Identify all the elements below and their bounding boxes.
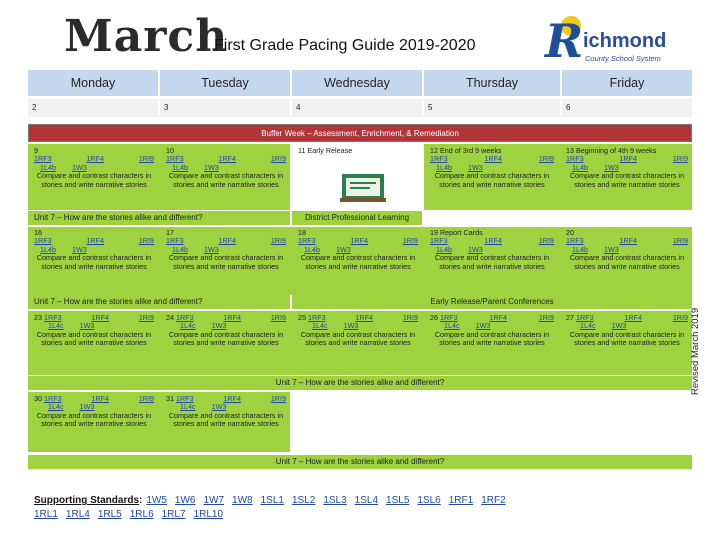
standard-link[interactable]: 1RF4 [218, 154, 236, 164]
standard-link[interactable]: 1RF4 [91, 313, 109, 322]
day-cell-17 [166, 229, 286, 271]
standard-link[interactable]: 1W3 [203, 162, 219, 172]
standard-link[interactable]: 1L4b [572, 162, 588, 172]
date-cell: 6 [562, 99, 692, 117]
standard-link[interactable]: 1RF4 [223, 313, 241, 322]
standard-link[interactable]: 1RI9 [270, 154, 286, 164]
district-logo [545, 12, 695, 72]
day-cell-19 [430, 229, 554, 271]
standard-link[interactable]: 1W7 [203, 495, 225, 506]
standard-link[interactable]: 1RF3 [44, 394, 62, 403]
standard-link[interactable]: 1L4b [172, 162, 188, 172]
cell-description: Compare and contrast characters in stories and write narrative stories [300, 253, 416, 271]
day-header-thursday: Thursday [424, 70, 560, 96]
cell-description: Compare and contrast characters in stories and write narrative stories [36, 410, 152, 429]
standard-link[interactable]: 1W3 [603, 162, 619, 172]
standard-link[interactable]: 1RI9 [138, 394, 154, 403]
unit-banner: Unit 7 – How are the stories alike and different? [28, 295, 290, 309]
standard-link[interactable]: 1RI9 [270, 394, 286, 403]
standard-link[interactable]: 1RF4 [91, 394, 109, 403]
date-label: 10 [166, 146, 174, 155]
standard-link[interactable]: 1L4b [40, 162, 56, 172]
early-release-book-icon [340, 168, 386, 204]
standard-link[interactable]: 1RF4 [619, 236, 637, 246]
standard-link[interactable]: 1RF4 [86, 154, 104, 164]
standard-link[interactable]: 1RL10 [193, 509, 223, 520]
standard-link[interactable]: 1RF3 [430, 154, 448, 164]
standard-link[interactable]: 1RF3 [44, 313, 62, 322]
standard-link[interactable]: 1RI9 [138, 154, 154, 164]
standard-link[interactable]: 1RF4 [223, 394, 241, 403]
cell-description: Compare and contrast characters in stories and write narrative stories [569, 253, 685, 271]
cell-description: Compare and contrast characters in stories and write narrative stories [36, 253, 152, 271]
standard-link[interactable]: 1RF4 [484, 236, 502, 246]
standard-link[interactable]: 1RF3 [166, 236, 184, 246]
standard-link[interactable]: 1RI9 [270, 313, 286, 322]
cell-description: Compare and contrast characters in stories and write narrative stories [569, 329, 685, 348]
standard-link[interactable]: 1RF4 [619, 154, 637, 164]
standard-link[interactable]: 1RF2 [481, 495, 506, 506]
standard-link[interactable]: 1RF3 [176, 394, 194, 403]
cell-description: Compare and contrast characters in stories and write narrative stories [434, 171, 550, 189]
standard-link[interactable]: 1W3 [71, 162, 87, 172]
supporting-colon: : [139, 495, 143, 506]
standard-link[interactable]: 1RL1 [34, 509, 58, 520]
logo-subtitle: County School System [585, 54, 661, 63]
standard-link[interactable]: 1RF4 [218, 236, 236, 246]
standard-link[interactable]: 1RF3 [440, 313, 458, 322]
district-learning-banner: District Professional Learning [292, 211, 422, 225]
standard-link[interactable]: 1SL2 [291, 495, 316, 506]
standard-link[interactable]: 1RF3 [34, 236, 52, 246]
standard-link[interactable]: 1RI9 [138, 236, 154, 246]
day-header-wednesday: Wednesday [292, 70, 422, 96]
standard-link[interactable]: 1RF4 [355, 313, 373, 322]
standard-link[interactable]: 1RF3 [566, 154, 584, 164]
standard-link[interactable]: 1L4c [180, 402, 196, 412]
cell-description: Compare and contrast characters in stories and write narrative stories [300, 329, 416, 348]
day-cell-13 [566, 147, 688, 189]
standard-link[interactable]: 1W3 [603, 244, 619, 254]
day-cell-26 [430, 314, 554, 348]
day-cell-11 [298, 147, 418, 155]
day-cell-24 [166, 314, 286, 348]
logo-initial: R [545, 14, 584, 68]
day-cell-18 [298, 229, 418, 271]
standard-link[interactable]: 1RI9 [538, 236, 554, 246]
cell-description: Compare and contrast characters in stories and write narrative stories [434, 253, 550, 271]
page-title: First Grade Pacing Guide 2019-2020 [214, 37, 476, 54]
standard-link[interactable]: 1W3 [335, 244, 351, 254]
standard-link[interactable]: 1L4c [444, 321, 460, 331]
standard-link[interactable]: 1L4b [40, 244, 56, 254]
day-cell-16 [34, 229, 154, 271]
standard-link[interactable]: 1L4c [48, 402, 64, 412]
standard-link[interactable]: 1L4b [572, 244, 588, 254]
date-cell: 2 [28, 99, 158, 117]
date-cell: 3 [160, 99, 290, 117]
cell-description: Compare and contrast characters in stories and write narrative stories [168, 329, 284, 348]
standard-link[interactable]: 1RL4 [65, 509, 90, 520]
standard-link[interactable]: 1RI9 [402, 236, 418, 246]
standard-link[interactable]: 1RI9 [538, 154, 554, 164]
cell-description: Compare and contrast characters in stories and write narrative stories [168, 410, 284, 429]
standard-link[interactable]: 1RF3 [298, 236, 316, 246]
standard-link[interactable]: 1RI9 [138, 313, 154, 322]
standard-link[interactable]: 1RF3 [576, 313, 594, 322]
standard-link[interactable]: 1L4c [180, 321, 196, 331]
standard-link[interactable]: 1RL7 [161, 509, 186, 520]
standard-link[interactable]: 1SL4 [354, 495, 379, 506]
standard-link[interactable]: 1RI9 [672, 313, 688, 322]
date-label: 18 [298, 228, 306, 237]
date-label: 11 Early Release [298, 146, 353, 155]
day-cell-31 [166, 395, 286, 429]
standard-link[interactable]: 1W3 [467, 244, 483, 254]
standard-link[interactable]: 1RF4 [624, 313, 642, 322]
supporting-standards [34, 494, 514, 522]
date-label: 9 [34, 146, 38, 155]
date-label: 20 [566, 228, 574, 237]
standard-link[interactable]: 1L4b [436, 162, 452, 172]
standard-link[interactable]: 1RI9 [402, 313, 418, 322]
standard-link[interactable]: 1W3 [203, 244, 219, 254]
standard-link[interactable]: 1SL3 [323, 495, 347, 506]
day-cell-23 [34, 314, 154, 348]
standard-link[interactable]: 1RF3 [34, 154, 52, 164]
standard-link[interactable]: 1W3 [343, 321, 359, 331]
standard-link[interactable]: 1W3 [71, 244, 87, 254]
date-label: 31 [166, 394, 174, 403]
standard-link[interactable]: 1W3 [611, 321, 627, 331]
standard-link[interactable]: 1W6 [174, 495, 196, 506]
standard-link[interactable]: 1RF3 [566, 236, 584, 246]
early-release-banner: Early Release/Parent Conferences [292, 295, 692, 309]
cell-description: Compare and contrast characters in stories and write narrative stories [168, 253, 284, 271]
standard-link[interactable]: 1L4b [436, 244, 452, 254]
standard-link[interactable]: 1RL6 [129, 509, 154, 520]
unit-banner: Unit 7 – How are the stories alike and different? [28, 211, 290, 225]
date-label: 23 [34, 313, 42, 322]
standard-link[interactable]: 1RI9 [672, 236, 688, 246]
cell-description: Compare and contrast characters in stories and write narrative stories [434, 329, 550, 348]
month-title: March [64, 11, 229, 62]
standard-link[interactable]: 1RL5 [97, 509, 122, 520]
date-label: 27 [566, 313, 574, 322]
standard-link[interactable]: 1RF3 [166, 154, 184, 164]
standard-link[interactable]: 1L4b [304, 244, 320, 254]
date-label: 13 Beginning of 4th 9 weeks [566, 146, 657, 155]
standard-link[interactable]: 1L4c [580, 321, 596, 331]
date-label: 17 [166, 228, 174, 237]
day-cell-25 [298, 314, 418, 348]
cell-description: Compare and contrast characters in stories and write narrative stories [168, 171, 284, 189]
standard-link[interactable]: 1W3 [79, 402, 95, 412]
buffer-week-banner: Buffer Week – Assessment, Enrichment, & Remediation [28, 124, 692, 142]
standard-link[interactable]: 1W8 [232, 495, 253, 506]
cell-description: Compare and contrast characters in stories and write narrative stories [36, 171, 152, 189]
date-label: 12 End of 3rd 9 weeks [430, 146, 502, 155]
cell-description: Compare and contrast characters in stories and write narrative stories [569, 171, 685, 189]
standard-link[interactable]: 1W3 [475, 321, 491, 331]
logo-name: ichmond [583, 30, 667, 52]
standard-link[interactable]: 1L4b [172, 244, 188, 254]
standard-link[interactable]: 1RI9 [270, 236, 286, 246]
date-label: 24 [166, 313, 174, 322]
standard-link[interactable]: 1RF3 [176, 313, 194, 322]
standard-link[interactable]: 1RF4 [484, 154, 502, 164]
standard-link[interactable]: 1RI9 [538, 313, 554, 322]
day-cell-9 [34, 147, 154, 189]
day-cell-20 [566, 229, 688, 271]
supporting-label: Supporting Standards [34, 495, 139, 506]
standard-link[interactable]: 1SL6 [417, 495, 441, 506]
day-cell-30 [34, 395, 154, 429]
revised-note: Revised March 2019 [690, 307, 701, 395]
day-header-friday: Friday [562, 70, 692, 96]
standard-link[interactable]: 1SL1 [260, 495, 284, 506]
date-label: 26 [430, 313, 438, 322]
date-label: 25 [298, 313, 306, 322]
standard-link[interactable]: 1W3 [467, 162, 483, 172]
day-header-tuesday: Tuesday [160, 70, 290, 96]
date-label: 30 [34, 394, 42, 403]
day-cell-27 [566, 314, 688, 348]
standard-link[interactable]: 1L4c [312, 321, 328, 331]
unit-banner: Unit 7 – How are the stories alike and different? [28, 455, 692, 469]
cell-description: Compare and contrast characters in stories and write narrative stories [36, 329, 152, 348]
standard-link[interactable]: 1RF4 [350, 236, 368, 246]
standard-link[interactable]: 1RF4 [489, 313, 507, 322]
date-cell: 5 [424, 99, 560, 117]
unit-banner: Unit 7 – How are the stories alike and different? [28, 376, 692, 390]
standard-link[interactable]: 1RF3 [308, 313, 326, 322]
standard-link[interactable]: 1L4c [48, 321, 64, 331]
day-cell-12 [430, 147, 554, 189]
standard-link[interactable]: 1W3 [79, 321, 95, 331]
standard-link[interactable]: 1RF1 [448, 495, 474, 506]
date-cell: 4 [292, 99, 422, 117]
standard-link[interactable]: 1RF3 [430, 236, 448, 246]
standard-link[interactable]: 1W5 [146, 495, 167, 506]
standard-link[interactable]: 1SL5 [386, 495, 410, 506]
standard-link[interactable]: 1RF4 [86, 236, 104, 246]
day-cell-10 [166, 147, 286, 189]
standard-link[interactable]: 1RI9 [672, 154, 688, 164]
date-label: 16 [34, 228, 42, 237]
day-header-monday: Monday [28, 70, 158, 96]
date-label: 19 Report Cards [430, 228, 483, 237]
standard-link[interactable]: 1W3 [211, 321, 227, 331]
standard-link[interactable]: 1W3 [211, 402, 227, 412]
